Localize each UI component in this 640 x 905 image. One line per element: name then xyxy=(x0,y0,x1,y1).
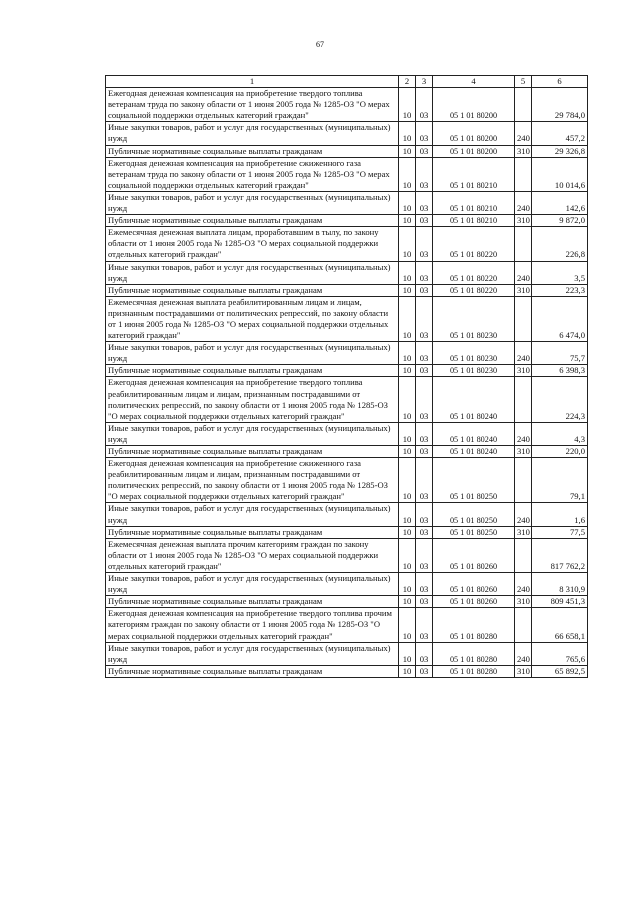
expense-type-cell xyxy=(515,377,532,422)
expense-type-cell xyxy=(515,88,532,122)
target-article-cell: 05 1 01 80200 xyxy=(433,145,515,157)
amount-cell: 65 892,5 xyxy=(532,665,588,677)
description-cell: Публичные нормативные социальные выплаты гражданам xyxy=(106,145,399,157)
header-col-4: 4 xyxy=(433,76,515,88)
target-article-cell: 05 1 01 80210 xyxy=(433,215,515,227)
description-cell: Ежегодная денежная компенсация на приобретение твердого топлива ветеранам труда по закону области от 1 июня 2005 года № 1285-ОЗ "О мерах социальной поддержки отдельных категорий граждан" xyxy=(106,88,399,122)
target-article-cell: 05 1 01 80250 xyxy=(433,458,515,503)
expense-type-cell: 240 xyxy=(515,191,532,214)
table-row xyxy=(106,261,588,284)
section-code-cell: 10 xyxy=(399,503,416,526)
description-cell: Ежегодная денежная компенсация на приобретение твердого топлива прочим категориям граждан по закону области от 1 июня 2005 года № 1285-ОЗ "О мерах социальной поддержки отдельных категорий граждан" xyxy=(106,608,399,642)
target-article-cell: 05 1 01 80260 xyxy=(433,573,515,596)
section-code-cell: 10 xyxy=(399,145,416,157)
description-cell: Публичные нормативные социальные выплаты гражданам xyxy=(106,665,399,677)
amount-cell: 8 310,9 xyxy=(532,573,588,596)
expense-type-cell: 240 xyxy=(515,122,532,145)
target-article-cell: 05 1 01 80280 xyxy=(433,608,515,642)
amount-cell: 765,6 xyxy=(532,642,588,665)
subsection-code-cell: 03 xyxy=(416,377,433,422)
amount-cell: 75,7 xyxy=(532,342,588,365)
description-cell: Иные закупки товаров, работ и услуг для государственных (муниципальных) нужд xyxy=(106,642,399,665)
amount-cell: 10 014,6 xyxy=(532,157,588,191)
section-code-cell: 10 xyxy=(399,296,416,341)
section-code-cell: 10 xyxy=(399,608,416,642)
target-article-cell: 05 1 01 80210 xyxy=(433,191,515,214)
target-article-cell: 05 1 01 80240 xyxy=(433,446,515,458)
description-cell: Публичные нормативные социальные выплаты гражданам xyxy=(106,365,399,377)
subsection-code-cell: 03 xyxy=(416,215,433,227)
expense-type-cell xyxy=(515,458,532,503)
expense-type-cell: 310 xyxy=(515,365,532,377)
table-row xyxy=(106,145,588,157)
description-cell: Ежемесячная денежная выплата прочим категориям граждан по закону области от 1 июня 2005 года № 1285-ОЗ "О мерах социальной поддержки отдельных категорий граждан" xyxy=(106,538,399,572)
subsection-code-cell: 03 xyxy=(416,573,433,596)
header-col-1: 1 xyxy=(106,76,399,88)
table-row xyxy=(106,88,588,122)
description-cell: Публичные нормативные социальные выплаты гражданам xyxy=(106,215,399,227)
target-article-cell: 05 1 01 80240 xyxy=(433,377,515,422)
expense-type-cell: 310 xyxy=(515,215,532,227)
expense-type-cell xyxy=(515,227,532,261)
table-row xyxy=(106,422,588,445)
description-cell: Ежегодная денежная компенсация на приобретение сжиженного газа ветеранам труда по закону области от 1 июня 2005 года № 1285-ОЗ "О мерах социальной поддержки отдельных категорий граждан" xyxy=(106,157,399,191)
subsection-code-cell: 03 xyxy=(416,122,433,145)
subsection-code-cell: 03 xyxy=(416,503,433,526)
subsection-code-cell: 03 xyxy=(416,227,433,261)
section-code-cell: 10 xyxy=(399,215,416,227)
table-row xyxy=(106,157,588,191)
expense-type-cell: 310 xyxy=(515,446,532,458)
table-row xyxy=(106,191,588,214)
amount-cell: 457,2 xyxy=(532,122,588,145)
target-article-cell: 05 1 01 80280 xyxy=(433,642,515,665)
description-cell: Иные закупки товаров, работ и услуг для государственных (муниципальных) нужд xyxy=(106,503,399,526)
description-cell: Публичные нормативные социальные выплаты гражданам xyxy=(106,284,399,296)
table-row xyxy=(106,296,588,341)
section-code-cell: 10 xyxy=(399,261,416,284)
section-code-cell: 10 xyxy=(399,642,416,665)
target-article-cell: 05 1 01 80200 xyxy=(433,122,515,145)
amount-cell: 4,3 xyxy=(532,422,588,445)
description-cell: Иные закупки товаров, работ и услуг для государственных (муниципальных) нужд xyxy=(106,342,399,365)
expense-type-cell: 240 xyxy=(515,261,532,284)
section-code-cell: 10 xyxy=(399,422,416,445)
amount-cell: 142,6 xyxy=(532,191,588,214)
amount-cell: 66 658,1 xyxy=(532,608,588,642)
target-article-cell: 05 1 01 80220 xyxy=(433,227,515,261)
table-row xyxy=(106,342,588,365)
subsection-code-cell: 03 xyxy=(416,538,433,572)
target-article-cell: 05 1 01 80260 xyxy=(433,538,515,572)
expense-type-cell: 310 xyxy=(515,145,532,157)
subsection-code-cell: 03 xyxy=(416,596,433,608)
amount-cell: 79,1 xyxy=(532,458,588,503)
section-code-cell: 10 xyxy=(399,342,416,365)
section-code-cell: 10 xyxy=(399,377,416,422)
table-row xyxy=(106,596,588,608)
description-cell: Иные закупки товаров, работ и услуг для государственных (муниципальных) нужд xyxy=(106,573,399,596)
target-article-cell: 05 1 01 80280 xyxy=(433,665,515,677)
description-cell: Ежемесячная денежная выплата лицам, проработавшим в тылу, по закону области от 1 июня 2005 года № 1285-ОЗ "О мерах социальной поддержки отдельных категорий граждан" xyxy=(106,227,399,261)
subsection-code-cell: 03 xyxy=(416,88,433,122)
expense-type-cell: 310 xyxy=(515,665,532,677)
description-cell: Ежегодная денежная компенсация на приобретение твердого топлива реабилитированным лицам и лицам, признанным пострадавшими от политических репрессий, по закону области от 1 июня 2005 года № 1285-ОЗ "О мерах социальной поддержки отдельных категорий граждан" xyxy=(106,377,399,422)
subsection-code-cell: 03 xyxy=(416,608,433,642)
expense-type-cell: 240 xyxy=(515,503,532,526)
description-cell: Иные закупки товаров, работ и услуг для государственных (муниципальных) нужд xyxy=(106,191,399,214)
subsection-code-cell: 03 xyxy=(416,145,433,157)
target-article-cell: 05 1 01 80230 xyxy=(433,365,515,377)
table-row xyxy=(106,377,588,422)
subsection-code-cell: 03 xyxy=(416,642,433,665)
target-article-cell: 05 1 01 80250 xyxy=(433,503,515,526)
section-code-cell: 10 xyxy=(399,538,416,572)
target-article-cell: 05 1 01 80220 xyxy=(433,261,515,284)
table-row xyxy=(106,227,588,261)
subsection-code-cell: 03 xyxy=(416,665,433,677)
table-row xyxy=(106,573,588,596)
amount-cell: 29 784,0 xyxy=(532,88,588,122)
section-code-cell: 10 xyxy=(399,157,416,191)
subsection-code-cell: 03 xyxy=(416,446,433,458)
expense-type-cell: 310 xyxy=(515,526,532,538)
table-row xyxy=(106,526,588,538)
table-row xyxy=(106,284,588,296)
amount-cell: 1,6 xyxy=(532,503,588,526)
amount-cell: 223,3 xyxy=(532,284,588,296)
header-col-2: 2 xyxy=(399,76,416,88)
section-code-cell: 10 xyxy=(399,596,416,608)
subsection-code-cell: 03 xyxy=(416,458,433,503)
description-cell: Ежегодная денежная компенсация на приобретение сжиженного газа реабилитированным лицам и лицам, признанным пострадавшими от политических репрессий, по закону области от 1 июня 2005 года № 1285-ОЗ "О мерах социальной поддержки отдельных категорий граждан" xyxy=(106,458,399,503)
table-row xyxy=(106,122,588,145)
section-code-cell: 10 xyxy=(399,88,416,122)
section-code-cell: 10 xyxy=(399,122,416,145)
section-code-cell: 10 xyxy=(399,191,416,214)
section-code-cell: 10 xyxy=(399,573,416,596)
description-cell: Публичные нормативные социальные выплаты гражданам xyxy=(106,526,399,538)
description-cell: Иные закупки товаров, работ и услуг для государственных (муниципальных) нужд xyxy=(106,261,399,284)
subsection-code-cell: 03 xyxy=(416,284,433,296)
target-article-cell: 05 1 01 80250 xyxy=(433,526,515,538)
section-code-cell: 10 xyxy=(399,365,416,377)
target-article-cell: 05 1 01 80230 xyxy=(433,296,515,341)
expense-type-cell xyxy=(515,608,532,642)
amount-cell: 220,0 xyxy=(532,446,588,458)
section-code-cell: 10 xyxy=(399,458,416,503)
amount-cell: 224,3 xyxy=(532,377,588,422)
table-row xyxy=(106,503,588,526)
section-code-cell: 10 xyxy=(399,446,416,458)
subsection-code-cell: 03 xyxy=(416,191,433,214)
expense-type-cell: 240 xyxy=(515,342,532,365)
expense-type-cell xyxy=(515,157,532,191)
expense-type-cell xyxy=(515,538,532,572)
target-article-cell: 05 1 01 80200 xyxy=(433,88,515,122)
target-article-cell: 05 1 01 80210 xyxy=(433,157,515,191)
table-row xyxy=(106,446,588,458)
table-row xyxy=(106,665,588,677)
header-col-6: 6 xyxy=(532,76,588,88)
target-article-cell: 05 1 01 80260 xyxy=(433,596,515,608)
table-row xyxy=(106,215,588,227)
budget-table xyxy=(105,75,588,678)
target-article-cell: 05 1 01 80240 xyxy=(433,422,515,445)
subsection-code-cell: 03 xyxy=(416,296,433,341)
header-col-5: 5 xyxy=(515,76,532,88)
expense-type-cell: 310 xyxy=(515,284,532,296)
subsection-code-cell: 03 xyxy=(416,342,433,365)
table-row xyxy=(106,538,588,572)
header-col-3: 3 xyxy=(416,76,433,88)
expense-type-cell: 240 xyxy=(515,642,532,665)
description-cell: Иные закупки товаров, работ и услуг для государственных (муниципальных) нужд xyxy=(106,422,399,445)
subsection-code-cell: 03 xyxy=(416,365,433,377)
target-article-cell: 05 1 01 80220 xyxy=(433,284,515,296)
target-article-cell: 05 1 01 80230 xyxy=(433,342,515,365)
table-row xyxy=(106,642,588,665)
expense-type-cell: 240 xyxy=(515,422,532,445)
amount-cell: 77,5 xyxy=(532,526,588,538)
header-row xyxy=(106,76,588,88)
expense-type-cell xyxy=(515,296,532,341)
subsection-code-cell: 03 xyxy=(416,422,433,445)
amount-cell: 817 762,2 xyxy=(532,538,588,572)
amount-cell: 226,8 xyxy=(532,227,588,261)
subsection-code-cell: 03 xyxy=(416,157,433,191)
table-row xyxy=(106,458,588,503)
amount-cell: 3,5 xyxy=(532,261,588,284)
section-code-cell: 10 xyxy=(399,284,416,296)
amount-cell: 809 451,3 xyxy=(532,596,588,608)
table-row xyxy=(106,365,588,377)
description-cell: Иные закупки товаров, работ и услуг для государственных (муниципальных) нужд xyxy=(106,122,399,145)
subsection-code-cell: 03 xyxy=(416,261,433,284)
subsection-code-cell: 03 xyxy=(416,526,433,538)
expense-type-cell: 240 xyxy=(515,573,532,596)
description-cell: Публичные нормативные социальные выплаты гражданам xyxy=(106,446,399,458)
description-cell: Ежемесячная денежная выплата реабилитированным лицам и лицам, признанным пострадавшими от политических репрессий, по закону области от 1 июня 2005 года № 1285-ОЗ "О мерах социальной поддержки отдельных категорий граждан" xyxy=(106,296,399,341)
description-cell: Публичные нормативные социальные выплаты гражданам xyxy=(106,596,399,608)
section-code-cell: 10 xyxy=(399,227,416,261)
section-code-cell: 10 xyxy=(399,526,416,538)
amount-cell: 29 326,8 xyxy=(532,145,588,157)
amount-cell: 6 474,0 xyxy=(532,296,588,341)
table-row xyxy=(106,608,588,642)
expense-type-cell: 310 xyxy=(515,596,532,608)
amount-cell: 9 872,0 xyxy=(532,215,588,227)
page-number: 67 xyxy=(316,40,324,49)
section-code-cell: 10 xyxy=(399,665,416,677)
amount-cell: 6 398,3 xyxy=(532,365,588,377)
